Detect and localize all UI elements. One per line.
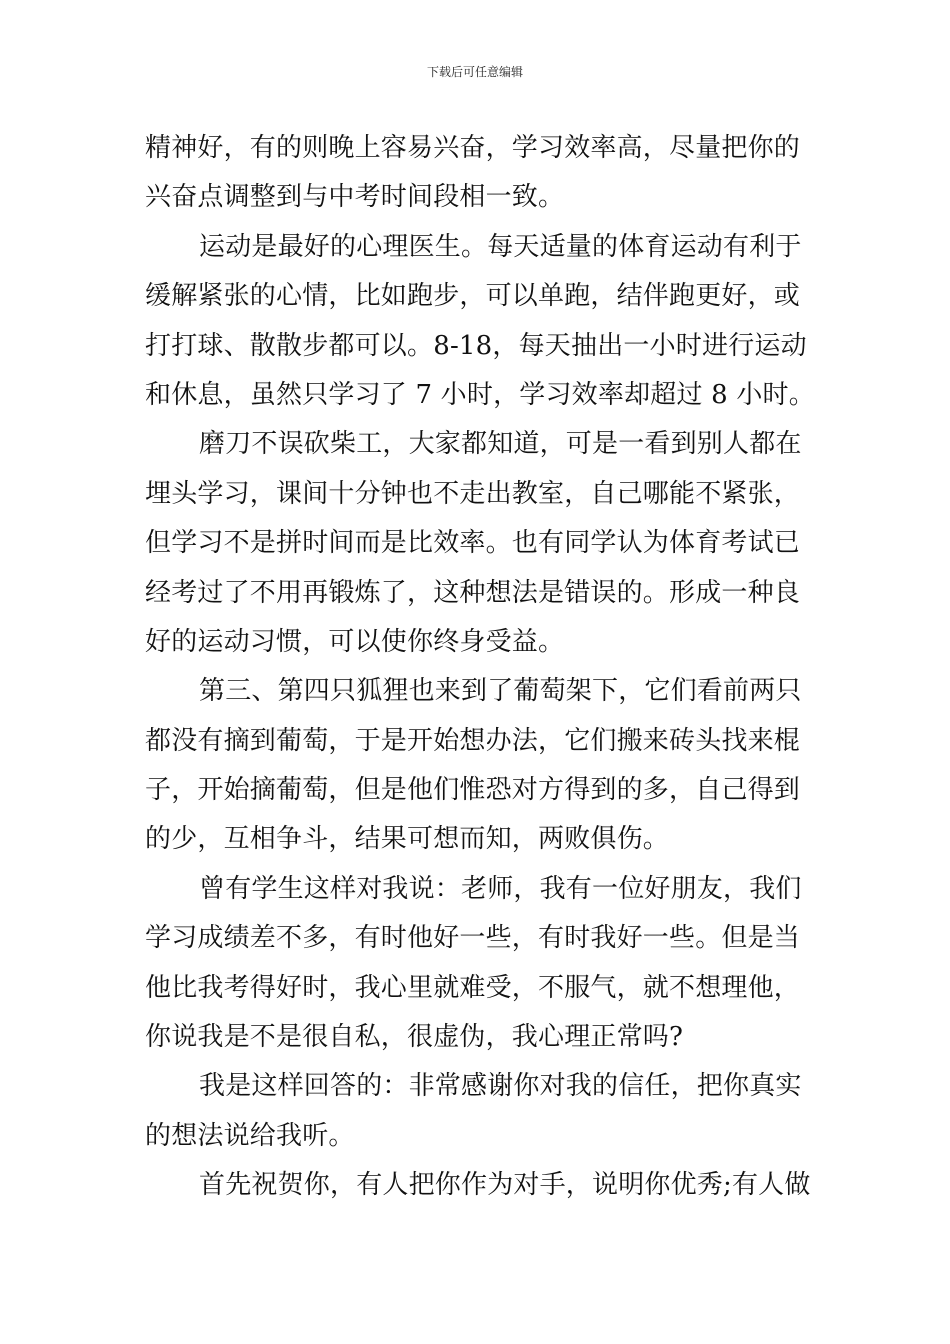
paragraph-first-line: 第三、第四只狐狸也来到了葡萄架下，它们看前两只 <box>199 676 802 707</box>
page-header: 下载后可任意编辑 <box>426 65 523 79</box>
paragraph-first-line: 运动是最好的心理医生。每天适量的体育运动有利于 <box>199 231 802 262</box>
text-line: 好的运动习惯，可以使你终身受益。 <box>145 626 565 657</box>
document-body <box>145 124 815 1211</box>
text-line: 的想法说给我听。 <box>145 1120 355 1151</box>
text-line: 埋头学习，课间十分钟也不走出教室，自己哪能不紧张， <box>145 478 801 509</box>
text-line: 学习成绩差不多，有时他好一些，有时我好一些。但是当 <box>145 923 801 954</box>
text-line: 经考过了不用再锻炼了，这种想法是错误的。形成一种良 <box>145 577 801 608</box>
text-line: 打打球、散散步都可以。8-18，每天抽出一小时进行运动 <box>145 330 807 361</box>
text-line: 精神好，有的则晚上容易兴奋，学习效率高，尽量把你的 <box>145 133 801 163</box>
paragraph-first-line: 我是这样回答的：非常感谢你对我的信任，把你真实 <box>199 1071 802 1102</box>
paragraph-first-line: 首先祝贺你，有人把你作为对手，说明你优秀;有人做 <box>199 1170 811 1201</box>
text-line: 他比我考得好时，我心里就难受，不服气，就不想理他， <box>145 972 801 1003</box>
text-line: 子，开始摘葡萄，但是他们惟恐对方得到的多，自己得到 <box>145 775 801 806</box>
text-line: 缓解紧张的心情，比如跑步，可以单跑，结伴跑更好，或 <box>145 281 801 312</box>
text-line: 的少，互相争斗，结果可想而知，两败俱伤。 <box>145 824 670 855</box>
text-line: 都没有摘到葡萄，于是开始想办法，它们搬来砖头找来棍 <box>145 725 801 756</box>
text-line: 兴奋点调整到与中考时间段相一致。 <box>145 182 565 213</box>
text-line: 和休息，虽然只学习了 7 小时，学习效率却超过 8 小时。 <box>145 379 815 410</box>
text-line: 但学习不是拼时间而是比效率。也有同学认为体育考试已 <box>145 528 801 559</box>
text-line: 你说我是不是很自私，很虚伪，我心理正常吗? <box>145 1022 684 1053</box>
paragraph-first-line: 磨刀不误砍柴工，大家都知道，可是一看到别人都在 <box>199 429 802 460</box>
paragraph-first-line: 曾有学生这样对我说：老师，我有一位好朋友，我们 <box>199 873 802 904</box>
